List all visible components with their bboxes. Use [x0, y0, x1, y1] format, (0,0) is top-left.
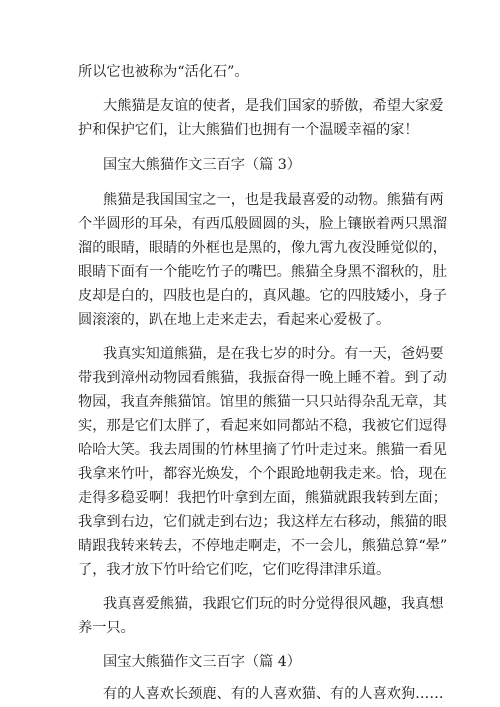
- paragraph-line: [0, 237, 500, 259]
- paragraph-line: [0, 309, 500, 331]
- text-line: 走得多稳妥啊！我把竹叶拿到左面，熊猫就跟我转到左面；: [78, 490, 447, 506]
- paragraph-line: [0, 463, 500, 485]
- paragraph-line: [0, 213, 500, 235]
- text-line: 了，我才放下竹叶给它们吃，它们吃得津津乐道。: [78, 562, 391, 578]
- paragraph-line: [0, 119, 500, 141]
- text-line: 大熊猫是友谊的使者，是我们国家的骄傲，希望大家爱: [103, 98, 444, 114]
- text-line: 我真实知道熊猫，是在我七岁的时分。有一天，爸妈要: [103, 346, 444, 362]
- text-line: 睛跟我转来转去，不停地走啊走，不一会儿，熊猫总算“晕”: [78, 538, 448, 554]
- text-line: 护和保护它们，让大熊猫们也拥有一个温暖幸福的家！: [78, 122, 419, 138]
- paragraph-line: [0, 415, 500, 437]
- paragraph-line: [0, 61, 500, 83]
- text-line: 我拿到右边，它们就走到右边；我这样左右移动，熊猫的眼: [78, 514, 447, 530]
- text-line: 眼睛下面有一个能吃竹子的嘴巴。熊猫全身黑不溜秋的，肚: [78, 264, 447, 280]
- text-line: 物园，我直奔熊猫馆。馆里的熊猫一只只站得杂乱无章，其: [78, 394, 447, 410]
- text-line: 熊猫是我国国宝之一，也是我最喜爱的动物。熊猫有两: [103, 192, 444, 208]
- text-line: 养一只。: [78, 620, 135, 636]
- paragraph-line: [0, 511, 500, 533]
- paragraph-line: [0, 391, 500, 413]
- paragraph-first-line: [0, 189, 500, 211]
- paragraph-line: [0, 285, 500, 307]
- text-line: 我拿来竹叶，都容光焕发，个个跟跄地朝我走来。恰，现在: [78, 466, 447, 482]
- text-line: 实，那是它们太胖了，看起来如同都站不稳，我被它们逗得: [78, 418, 447, 434]
- heading-text: 国宝大熊猫作文三百字（篇 3）: [103, 157, 301, 173]
- text-line: 哈哈大笑。我去周围的竹林里摘了竹叶走过来。熊猫一看见: [78, 442, 447, 458]
- text-line: 有的人喜欢长颈鹿、有的人喜欢猫、有的人喜欢狗……: [103, 686, 444, 702]
- paragraph-line: [0, 261, 500, 283]
- paragraph-first-line: [0, 95, 500, 117]
- paragraph-line: [0, 535, 500, 557]
- text-line: 个半圆形的耳朵，有西瓜般圆圆的头，脸上镶嵌着两只黑溜: [78, 216, 447, 232]
- paragraph-line: [0, 487, 500, 509]
- paragraph-first-line: [0, 593, 500, 615]
- paragraph-first-line: [0, 343, 500, 365]
- paragraph-first-line: [0, 683, 500, 705]
- text-line: 皮却是白的，四肢也是白的，真风趣。它的四肢矮小，身子: [78, 288, 447, 304]
- paragraph-line: [0, 559, 500, 581]
- paragraph-line: [0, 439, 500, 461]
- text-line: 圆滚滚的，趴在地上走来走去，看起来心爱极了。: [78, 312, 391, 328]
- paragraph-line: [0, 367, 500, 389]
- section-heading: [0, 154, 500, 176]
- heading-text: 国宝大熊猫作文三百字（篇 4）: [103, 654, 301, 670]
- section-heading: [0, 651, 500, 673]
- paragraph-line: [0, 617, 500, 639]
- text-line: 溜的眼睛，眼睛的外框也是黑的，像九霄九夜没睡觉似的，: [78, 240, 447, 256]
- text-line: 我真喜爱熊猫，我跟它们玩的时分觉得很风趣，我真想: [103, 596, 444, 612]
- text-line: 所以它也被称为“活化石”。: [78, 64, 249, 80]
- text-line: 带我到漳州动物园看熊猫，我振奋得一晚上睡不着。到了动: [78, 370, 447, 386]
